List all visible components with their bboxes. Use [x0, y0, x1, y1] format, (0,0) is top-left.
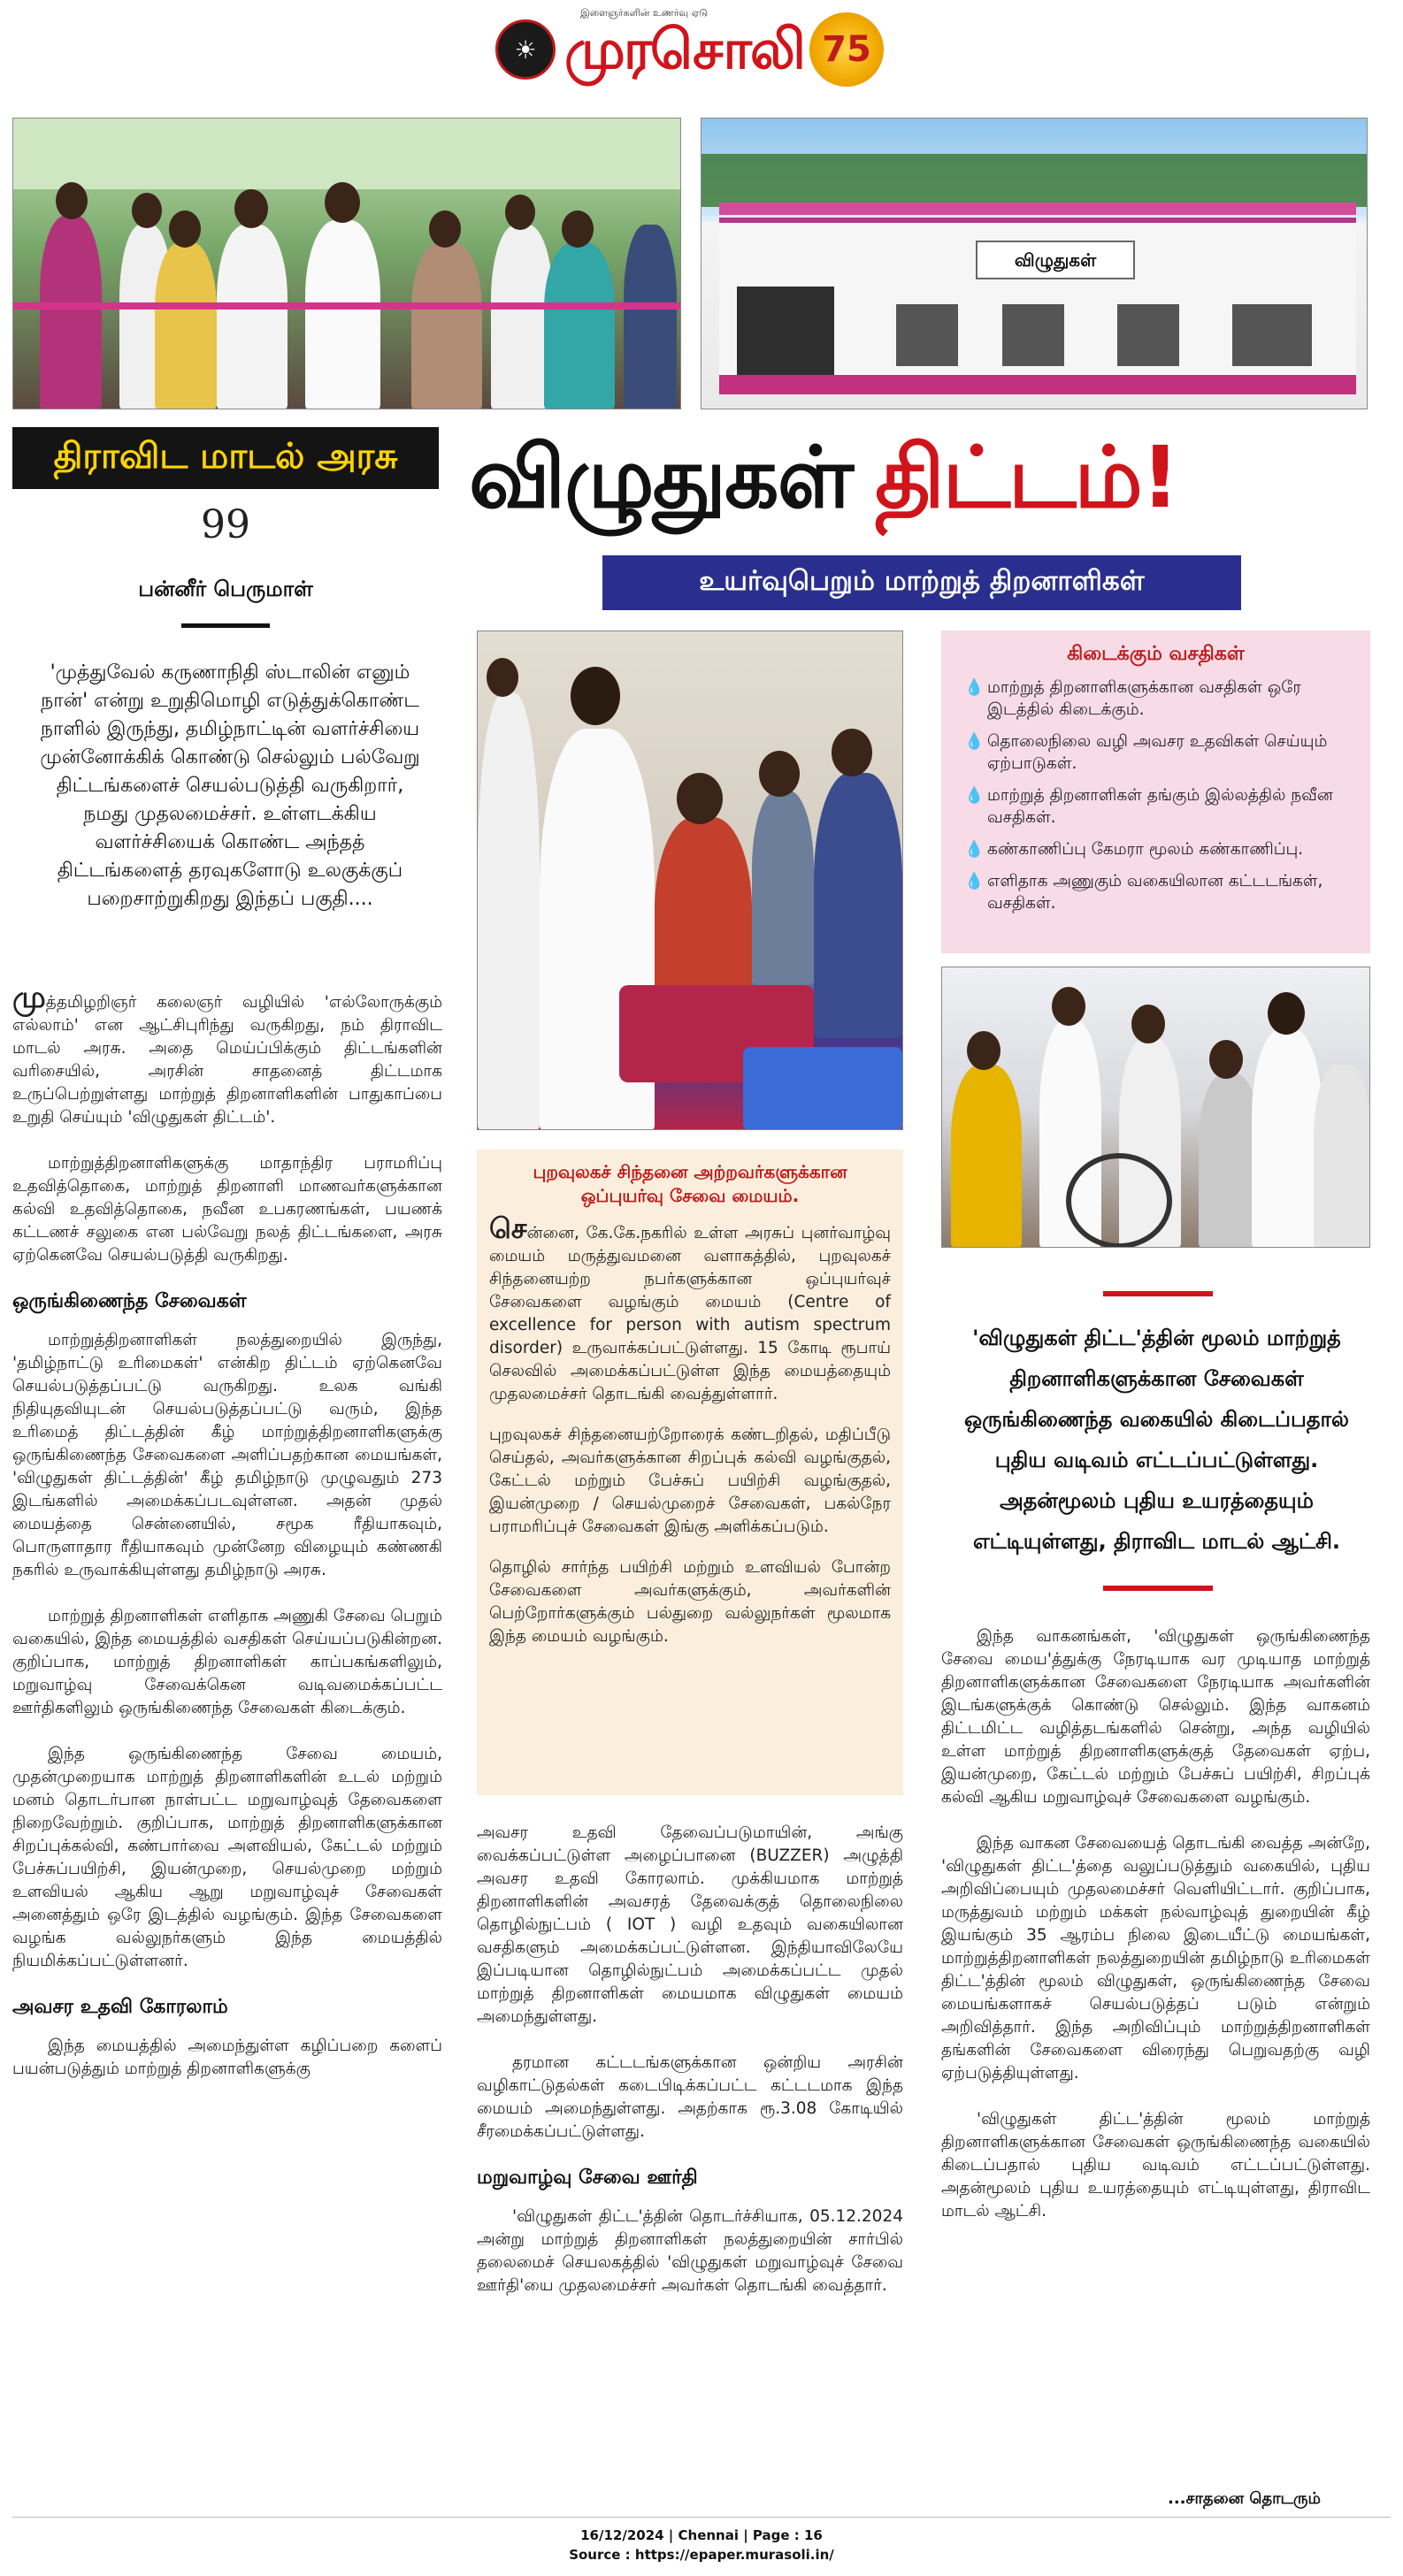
- paragraph-text: த்தமிழறிஞர் கலைஞர் வழியில் 'எல்லோருக்கும் எல்லாம்' என ஆட்சிபுரிந்து வருகிறது, நம் திராவிட மாடல் அரசு. அதை மெய்ப்பிக்கும் திட்டங்களின் வரிசையில், அரசின் சாதனைத் திட்டமாக உருப்பெற்றுள்ளது மாற்றுத் திறனாளிகளின் பாதுகாப்பை உறுதி செய்யும் 'விழுதுகள் திட்டம்'.: [12, 993, 442, 1127]
- series-title-box: [12, 427, 439, 489]
- paragraph: 'விழுதுகள் திட்ட'த்தின் தொடர்ச்சியாக, 05.12.2024 அன்று மாற்றுத் திறனாளிகள் நலத்துறையின் சார்பில் தலைமைச் செயலகத்தில் 'விழுதுகள் மறுவாழ்வுச் சேவை ஊர்தி'யை முதலமைச்சர் அவர்கள் தொடங்கி வைத்தார்.: [477, 2207, 903, 2295]
- quote-rule-top: [1103, 1291, 1213, 1296]
- subhead: உயர்வுபெறும் மாற்றுத் திறனாளிகள்: [699, 565, 1145, 597]
- cm-with-child-photo: [477, 631, 903, 1130]
- masthead-title: முரசொலி: [564, 17, 804, 81]
- drop-cap: செ: [489, 1212, 527, 1245]
- paragraph: இந்த வாகன சேவையைத் தொடங்கி வைத்த அன்றே, 'விழுதுகள் திட்ட'த்தை வலுப்படுத்தும் வகையில், புதிய அறிவிப்பையும் முதலமைச்சர் வெளியிட்டார். குறிப்பாக, மருத்துவம் மற்றும் மக்கள் நல்வாழ்வுத் துறையின் கீழ் இயங்கும் 35 ஆரம்ப நிலை இடையீட்டு மையங்கள், மாற்றுத்திறனாளிகள் நலத்துறையின் தமிழ்நாடு உரிமைகள் திட்ட'த்தின் மூலம் விழுதுகள், ஒருங்கிணைந்த சேவை மையங்களாகச் செயல்படுத்தப் படும் என்றும் அறிவித்தார். இந்த அறிவிப்பும் மாற்றுத்திறனாளிகள் தங்களின் சேவைகளை விரைந்து பெறுவதற்கு வழி ஏற்படுத்தியுள்ளது.: [941, 1834, 1370, 2083]
- autism-box-title: புறவுலகச் சிந்தனை அற்றவர்களுக்கான ஒப்புயர்வு சேவை மையம்.: [533, 1161, 847, 1206]
- drop-bullet-icon: 💧: [964, 786, 985, 805]
- facility-text: கண்காணிப்பு கேமரா மூலம் கண்காணிப்பு.: [987, 840, 1304, 859]
- headline-part2: திட்டம்!: [875, 428, 1178, 527]
- paragraph: இந்த வாகனங்கள், 'விழுதுகள் ஒருங்கிணைந்த சேவை மைய'த்துக்கு நேரடியாக வர முடியாத மாற்றுத் திறனாளிகளுக்கான சேவைகளை நேரடியாக அவர்களின் இடங்களுக்குக் கொண்டு செல்லும். இந்த வாகனம் திட்டமிட்ட வழித்தடங்களில் சென்று, அந்த வழியில் உள்ள மாற்றுத் திறனாளிகளுக்குத் தேவைகள் ஏற்ப, இயன்முறை, கேட்டல் மற்றும் பேச்சுப் பயிற்சி, சிறப்புக் கல்வி ஆகிய மறுவாழ்வுச் சேவைகளை வழங்கும்.: [941, 1627, 1370, 1807]
- facility-text: மாற்றுத் திறனாளிகளுக்கான வசதிகள் ஒரே இடத்தில் கிடைக்கும்.: [987, 678, 1301, 719]
- paragraph: தரமான கட்டடங்களுக்கான ஒன்றிய அரசின் வழிகாட்டுதல்கள் கடைபிடிக்கப்பட்ட கட்டடமாக இந்த மையம் அமைந்துள்ளது. அதற்காக ரூ.3.08 கோடியில் சீரமைக்கப்பட்டுள்ளது.: [477, 2053, 903, 2141]
- author-divider: [181, 623, 270, 628]
- facility-text: எளிதாக அணுகும் வகையிலான கட்டடங்கள், வசதிகள்.: [987, 872, 1323, 913]
- facilities-box: [941, 631, 1370, 953]
- paragraph: இந்த மையத்தில் அமைந்துள்ள கழிப்பறை களைப் பயன்படுத்தும் மாற்றுத் திறனாளிகளுக்கு: [12, 2037, 442, 2078]
- section-heading: மறுவாழ்வு சேவை ஊர்தி: [477, 2167, 698, 2189]
- footer-date-page: 16/12/2024 | Chennai | Page : 16: [580, 2527, 823, 2543]
- drop-bullet-icon: 💧: [964, 872, 985, 891]
- article-column-1: [12, 980, 442, 2104]
- paragraph: தொழில் சார்ந்த பயிற்சி மற்றும் உளவியல் போன்ற சேவைகளை அவர்களுக்கும், அவர்களின் பெற்றோர்களுக்கும் பல்துறை வல்லுநர்கள் மூலமாக இந்த மையம் வழங்கும்.: [489, 1558, 891, 1646]
- facility-item: [964, 784, 1347, 829]
- drop-bullet-icon: 💧: [964, 732, 985, 751]
- paragraph: அவசர உதவி தேவைப்படுமாயின், அங்கு வைக்கப்பட்டுள்ள அழைப்பானை (BUZZER) அழுத்தி அவசர உதவி கோரலாம். முக்கியமாக மாற்றுத் திறனாளிகளின் அவசரத் தேவைக்குத் தொலைநிலை தொழில்நுட்பம் ( IOT ) வழி உதவும் வகையிலான வசதிகளும் அமைக்கப்பட்டுள்ளன. இந்தியாவிலேயே இப்படியான தொழில்நுட்பம் அமைக்கப்பட்ட முதல் மாற்றுத் திறனாளிகள் மையமாக விழுதுகள் மையம் அமைந்துள்ளது.: [477, 1823, 903, 2026]
- paragraph: மாற்றுத்திறனாளிகள் நலத்துறையில் இருந்து, 'தமிழ்நாட்டு உரிமைகள்' என்கிற திட்டம் ஏற்கெனவே செயல்படுத்தப்பட்டு வருகிறது. உலக வங்கி நிதியுதவியுடன் செயல்படுத்தப்பட்டு வரும், இந்த உரிமைத் திட்டத்தின் கீழ் மாற்றுத்திறனாளிகளுக்கு ஒருங்கிணைந்த சேவைகளை அளிப்பதற்கான மையங்கள், 'விழுதுகள் திட்டத்தின்' கீழ் தமிழ்நாடு முழுவதும் 273 இடங்களில் அமைக்கப்படவுள்ளன. அதன் முதல் மையத்தை சென்னையில், சமூக ரீதியாகவும், பொருளாதார ரீதியாகவும் முன்னேற விழையும் கண்ணகி நகரில் உருவாக்கியுள்ளது தமிழ்நாடு அரசு.: [12, 1331, 442, 1579]
- facility-text: மாற்றுத் திறனாளிகள் தங்கும் இல்லத்தில் நவீன வசதிகள்.: [987, 786, 1333, 827]
- intro-paragraph: 'முத்துவேல் கருணாநிதி ஸ்டாலின் எனும் நான்' என்று உறுதிமொழி எடுத்துக்கொண்ட நாளில் இருந்து, தமிழ்நாட்டின் வளர்ச்சியை முன்னோக்கிக் கொண்டு செல்லும் பல்வேறு திட்டங்களைச் செயல்படுத்தி வருகிறார், நமது முதலமைச்சர். உள்ளடக்கிய வளர்ச்சியைக் கொண்ட அந்தத் திட்டங்களைத் தரவுகளோடு உலகுக்குப் பறைசாற்றுகிறது இந்தப் பகுதி....: [40, 661, 420, 910]
- headline: [469, 429, 1371, 526]
- paragraph: இந்த ஒருங்கிணைந்த சேவை மையம், முதன்முறையாக மாற்றுத் திறனாளிகளின் உடல் மற்றும் மனம் தொடர்பான நாள்பட்ட மறுவாழ்வுத் தேவைகளை நிறைவேற்றும். குறிப்பாக, மாற்றுத் திறனாளிகளுக்கான சிறப்புக்கல்வி, கண்பார்வை அளவியல், கேட்டல் மற்றும் பேச்சுப்பயிற்சி, இயன்முறை, செயல்முறை மற்றும் உளவியல் ஆகிய ஆறு மறுவாழ்வுச் சேவைகள் அனைத்தும் ஒரே இடத்தில் வழங்கும். இந்த சேவைகளை வழங்க வல்லுநர்களும் இந்த மையத்தில் நியமிக்கப்பட்டுள்ளனர்.: [12, 1745, 442, 1970]
- paragraph: 'விழுதுகள் திட்ட'த்தின் மூலம் மாற்றுத் திறனாளிகளுக்கான சேவைகள் ஒருங்கிணைந்த வகையில் கிடைப்பதால் புதிய வடிவம் எட்டப்பட்டுள்ளது. அதன்மூலம் புதிய உயரத்தையும் எட்டியுள்ளது, திராவிட மாடல் ஆட்சி.: [941, 2110, 1370, 2221]
- facility-item: [964, 676, 1347, 721]
- pull-quote: 'விழுதுகள் திட்ட'த்தின் மூலம் மாற்றுத் திறனாளிகளுக்கான சேவைகள் ஒருங்கிணைந்த வகையில் கிடைப்பதால் புதிய வடிவம் எட்டப்பட்டுள்ளது. அதன்மூலம் புதிய உயரத்தையும் எட்டியுள்ளது, திராவிட மாடல் ஆட்சி.: [964, 1326, 1349, 1554]
- autism-box-body: [489, 1212, 891, 1648]
- paragraph: [12, 980, 442, 1129]
- facility-item: [964, 870, 1347, 914]
- drop-bullet-icon: 💧: [964, 678, 985, 697]
- paragraph: மாற்றுத் திறனாளிகள் எளிதாக அணுகி சேவை பெறும் வகையில், இந்த மையத்தில் வசதிகள் செய்யப்படுகின்றன. குறிப்பாக, மாற்றுத் திறனாளிகள் காப்பகங்களிலும், மறுவாழ்வு சேவைக்கென வடிவமைக்கப்பட்ட ஊர்திகளிலும் ஒருங்கிணைந்த சேவைகள் கிடைக்கும்.: [12, 1607, 442, 1717]
- facilities-title: கிடைக்கும் வசதிகள்: [1067, 643, 1245, 665]
- series-title: திராவிட மாடல் அரசு: [53, 435, 398, 477]
- cm-with-beneficiaries-photo: [941, 967, 1370, 1248]
- masthead: [495, 7, 911, 92]
- masthead-tagline: இளைஞர்களின் உணர்வு ஏடு: [580, 7, 709, 19]
- facility-text: தொலைநிலை வழி அவசர உதவிகள் செய்யும் ஏற்பாடுகள்.: [987, 732, 1328, 773]
- article-column-3: [941, 1625, 1370, 2246]
- footer-divider: [12, 2517, 1391, 2518]
- drop-cap: மு: [12, 980, 46, 1015]
- paragraph-text: ன்னை, கே.கே.நகரில் உள்ள அரசுப் புனர்வாழ்வு மையம் மருத்துவமனை வளாகத்தில், புறவுலகச் சிந்தனையற்ற நபர்களுக்கான ஒப்புயர்வுச் சேவைகளை வழங்கும் மையம் (Centre of excellence for person with autism spectrum disorder) உருவாக்கப்பட்டுள்ளது. 15 கோடி ரூபாய் செலவில் அமைக்கப்பட்டுள்ள இந்த மையத்தையும் முதலமைச்சர் தொடங்கி வைத்துள்ளார்.: [489, 1224, 891, 1403]
- article-column-2: [477, 1822, 903, 2320]
- headline-part1: விழுதுகள்: [469, 428, 853, 527]
- section-heading: ஒருங்கிணைந்த சேவைகள்: [12, 1290, 247, 1312]
- section-heading: அவசர உதவி கோரலாம்: [12, 1996, 228, 2018]
- drop-bullet-icon: 💧: [964, 840, 985, 859]
- series-number: 99: [201, 502, 250, 547]
- party-emblem-icon: ☀: [495, 19, 556, 80]
- quote-rule-bottom: [1103, 1586, 1213, 1591]
- facility-item: [964, 838, 1347, 860]
- author-name: பன்னீர் பெருமாள்: [138, 577, 313, 601]
- paragraph: மாற்றுத்திறனாளிகளுக்கு மாதாந்திர பராமரிப்பு உதவித்தொகை, மாற்றுத் திறனாளி மாணவர்களுக்கான கல்வி உதவித்தொகை, நவீன உபகரணங்கள், பயணக் கட்டணச் சலுகை என பல்வேறு நலத் திட்டங்களை, அரசு ஏற்கெனவே செயல்படுத்தி வருகிறது.: [12, 1154, 442, 1265]
- anniversary-badge: 75: [809, 12, 884, 87]
- vizhuthugal-building-photo: விழுதுகள்: [701, 118, 1368, 409]
- autism-centre-box: [477, 1150, 903, 1795]
- paragraph: [489, 1212, 891, 1406]
- facility-item: [964, 730, 1347, 775]
- footer-source-link[interactable]: Source : https://epaper.murasoli.in/: [569, 2547, 834, 2563]
- subhead-box: [602, 555, 1241, 610]
- continued-label: ...சாதனை தொடரும்: [1168, 2489, 1321, 2508]
- ribbon-cutting-photo: [12, 118, 681, 409]
- paragraph: புறவுலகச் சிந்தனையற்றோரைக் கண்டறிதல், மதிப்பீடு செய்தல், அவர்களுக்கான சிறப்புக் கல்வி வழங்குதல், கேட்டல் மற்றும் பேச்சுப் பயிற்சி வழங்குதல், இயன்முறை / செயல்முறைச் சேவைகள், பகல்நேர பராமரிப்புச் சேவைகள் இங்கு அளிக்கப்படும்.: [489, 1426, 891, 1536]
